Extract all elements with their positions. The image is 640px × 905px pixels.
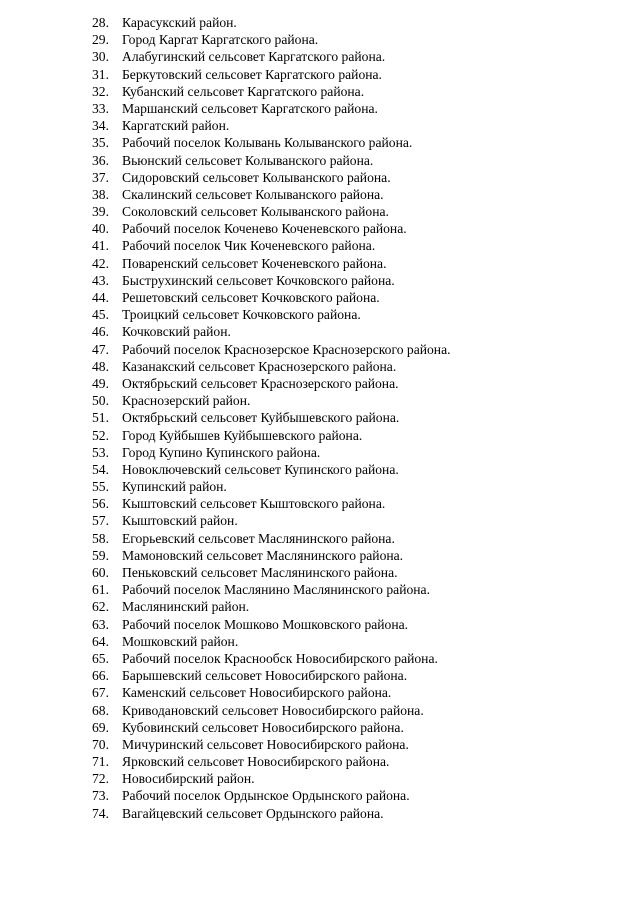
- item-number: 73.: [92, 788, 109, 804]
- item-number: 66.: [92, 668, 109, 684]
- item-number: 29.: [92, 32, 109, 48]
- list-item: [76, 667, 451, 684]
- list-item: [76, 341, 451, 358]
- item-number: 45.: [92, 307, 109, 323]
- item-text: Город Каргат Каргатского района.: [122, 32, 319, 48]
- item-text: Краснозерский район.: [122, 393, 251, 409]
- list-item: [76, 805, 451, 822]
- item-text: Рабочий поселок Краснозерское Краснозерского района.: [122, 341, 451, 357]
- item-number: 32.: [92, 83, 109, 99]
- list-item: [76, 375, 451, 392]
- list-item: [76, 169, 451, 186]
- item-text: Каменский сельсовет Новосибирского района.: [122, 685, 392, 701]
- item-text: Алабугинский сельсовет Каргатского района.: [122, 49, 386, 65]
- list-item: [76, 203, 451, 220]
- list-item: [76, 100, 451, 117]
- item-number: 49.: [92, 375, 109, 391]
- item-number: 58.: [92, 530, 109, 546]
- list-item: [76, 83, 451, 100]
- item-text: Рабочий поселок Краснообск Новосибирского района.: [122, 650, 438, 666]
- item-text: Кыштовский район.: [122, 513, 238, 529]
- item-number: 74.: [92, 805, 109, 821]
- item-text: Соколовский сельсовет Колыванского района.: [122, 204, 389, 220]
- item-number: 35.: [92, 135, 109, 151]
- item-text: Купинский район.: [122, 479, 227, 495]
- item-number: 51.: [92, 410, 109, 426]
- item-text: Скалинский сельсовет Колыванского района.: [122, 186, 384, 202]
- item-number: 28.: [92, 15, 109, 30]
- item-text: Быструхинский сельсовет Кочковского района.: [122, 272, 395, 288]
- list-item: [76, 66, 451, 83]
- item-text: Кубанский сельсовет Каргатского района.: [122, 83, 365, 99]
- item-text: Кубовинский сельсовет Новосибирского района.: [122, 719, 404, 735]
- list-item: [76, 512, 451, 529]
- item-text: Кыштовский сельсовет Кыштовского района.: [122, 496, 386, 512]
- item-number: 67.: [92, 685, 109, 701]
- list-item: [76, 237, 451, 254]
- list-item: [76, 564, 451, 581]
- list-item: [76, 392, 451, 409]
- item-number: 55.: [92, 479, 109, 495]
- list-item: [76, 684, 451, 701]
- list-item: [76, 186, 451, 203]
- list-item: [76, 306, 451, 323]
- item-number: 68.: [92, 702, 109, 718]
- item-text: Мошковский район.: [122, 633, 239, 649]
- list-item: [76, 633, 451, 650]
- item-text: Город Купино Купинского района.: [122, 444, 321, 460]
- list-item: [76, 220, 451, 237]
- numbered-list: [76, 14, 451, 822]
- list-item: [76, 358, 451, 375]
- item-number: 42.: [92, 255, 109, 271]
- item-text: Рабочий поселок Коченево Коченевского района.: [122, 221, 407, 237]
- list-item: [76, 547, 451, 564]
- item-text: Октябрьский сельсовет Краснозерского района.: [122, 375, 399, 391]
- item-text: Егорьевский сельсовет Маслянинского района.: [122, 530, 395, 546]
- item-text: Мичуринский сельсовет Новосибирского района.: [122, 736, 409, 752]
- item-text: Вагайцевский сельсовет Ордынского района.: [122, 805, 384, 821]
- item-number: 43.: [92, 272, 109, 288]
- item-text: Ярковский сельсовет Новосибирского района.: [122, 754, 390, 770]
- item-number: 39.: [92, 204, 109, 220]
- item-number: 60.: [92, 565, 109, 580]
- list-item: [76, 31, 451, 48]
- item-number: 34.: [92, 118, 109, 134]
- item-number: 65.: [92, 650, 109, 666]
- item-number: 59.: [92, 547, 109, 563]
- item-text: Рабочий поселок Мошково Мошковского района.: [122, 616, 409, 632]
- item-number: 70.: [92, 736, 109, 752]
- item-number: 38.: [92, 186, 109, 202]
- list-item: [76, 152, 451, 169]
- item-text: Беркутовский сельсовет Каргатского района.: [122, 66, 382, 82]
- list-item: [76, 753, 451, 770]
- list-item: [76, 478, 451, 495]
- list-item: [76, 719, 451, 736]
- item-text: Маслянинский район.: [122, 599, 250, 615]
- list-item: [76, 461, 451, 478]
- list-item: [76, 134, 451, 151]
- item-text: Криводановский сельсовет Новосибирского района.: [122, 702, 424, 718]
- list-item: [76, 530, 451, 547]
- list-item: [76, 272, 451, 289]
- item-number: 37.: [92, 169, 109, 185]
- item-text: Барышевский сельсовет Новосибирского района.: [122, 668, 408, 684]
- item-number: 47.: [92, 341, 109, 357]
- item-number: 62.: [92, 599, 109, 615]
- list-item: [76, 581, 451, 598]
- item-number: 54.: [92, 461, 109, 477]
- item-number: 40.: [92, 221, 109, 237]
- list-item: [76, 289, 451, 306]
- list-item: [76, 650, 451, 667]
- item-number: 36.: [92, 152, 109, 168]
- item-text: Пеньковский сельсовет Маслянинского района.: [122, 565, 398, 580]
- item-text: Новосибирский район.: [122, 771, 255, 787]
- item-number: 71.: [92, 754, 109, 770]
- item-text: Казанакский сельсовет Краснозерского района.: [122, 358, 397, 374]
- item-text: Каргатский район.: [122, 118, 230, 134]
- item-text: Город Куйбышев Куйбышевского района.: [122, 427, 363, 443]
- item-text: Рабочий поселок Маслянино Маслянинского района.: [122, 582, 430, 598]
- item-text: Маршанский сельсовет Каргатского района.: [122, 100, 378, 116]
- item-text: Сидоровский сельсовет Колыванского района.: [122, 169, 391, 185]
- list-item: [76, 427, 451, 444]
- list-item: [76, 598, 451, 615]
- item-text: Карасукский район.: [122, 15, 237, 30]
- list-item: [76, 444, 451, 461]
- item-number: 63.: [92, 616, 109, 632]
- item-text: Кочковский район.: [122, 324, 231, 340]
- item-number: 57.: [92, 513, 109, 529]
- list-item: [76, 770, 451, 787]
- item-number: 44.: [92, 290, 109, 305]
- item-text: Октябрьский сельсовет Куйбышевского района.: [122, 410, 400, 426]
- list-item: [76, 255, 451, 272]
- item-text: Новоключевский сельсовет Купинского района.: [122, 461, 399, 477]
- list-item: [76, 14, 451, 31]
- item-text: Рабочий поселок Чик Коченевского района.: [122, 238, 376, 254]
- list-item: [76, 787, 451, 804]
- item-number: 50.: [92, 393, 109, 409]
- item-number: 30.: [92, 49, 109, 65]
- item-text: Мамоновский сельсовет Маслянинского района.: [122, 547, 404, 563]
- item-text: Вьюнский сельсовет Колыванского района.: [122, 152, 374, 168]
- list-item: [76, 48, 451, 65]
- item-text: Поваренский сельсовет Коченевского района.: [122, 255, 387, 271]
- list-item: [76, 495, 451, 512]
- item-number: 72.: [92, 771, 109, 787]
- item-number: 52.: [92, 427, 109, 443]
- list-item: [76, 323, 451, 340]
- item-number: 31.: [92, 66, 109, 82]
- item-number: 33.: [92, 100, 109, 116]
- item-number: 48.: [92, 358, 109, 374]
- item-number: 46.: [92, 324, 109, 340]
- item-number: 64.: [92, 633, 109, 649]
- item-text: Рабочий поселок Колывань Колыванского района.: [122, 135, 413, 151]
- item-number: 69.: [92, 719, 109, 735]
- list-item: [76, 616, 451, 633]
- item-number: 61.: [92, 582, 109, 598]
- item-text: Рабочий поселок Ордынское Ордынского района.: [122, 788, 410, 804]
- list-item: [76, 409, 451, 426]
- list-item: [76, 702, 451, 719]
- list-item: [76, 117, 451, 134]
- item-number: 53.: [92, 444, 109, 460]
- item-number: 56.: [92, 496, 109, 512]
- item-number: 41.: [92, 238, 109, 254]
- item-text: Решетовский сельсовет Кочковского района.: [122, 290, 380, 305]
- item-text: Троицкий сельсовет Кочковского района.: [122, 307, 361, 323]
- list-item: [76, 736, 451, 753]
